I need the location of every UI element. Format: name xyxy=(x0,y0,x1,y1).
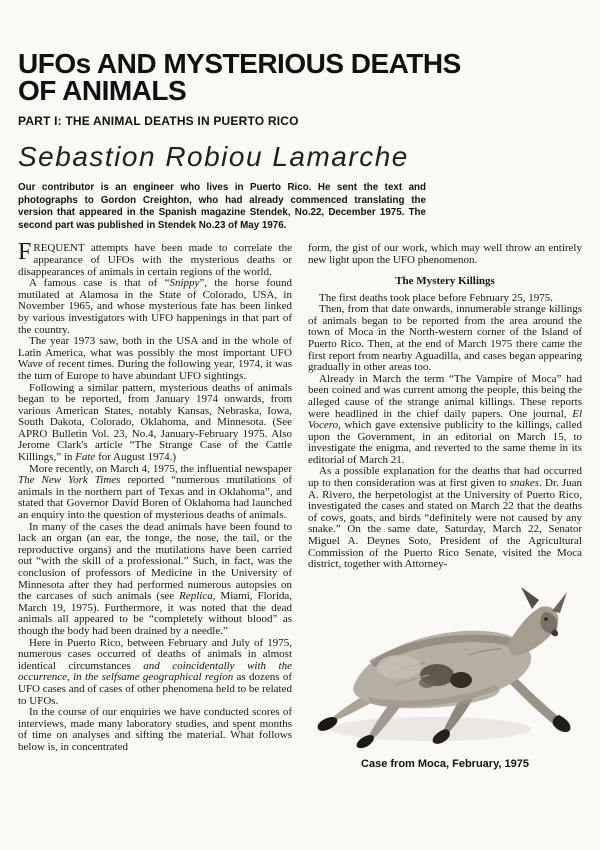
intro-paragraph: Our contributor is an engineer who lives in Puerto Rico. He sent the text and photographs to Gordon Creighton, who had already commenced translating the version that appeared in the Spanish magazine Stendek, No.22, December 1975. The second part was published in Stendek No.23 of May 1976. xyxy=(18,182,426,231)
article-paragraph: As a possible explanation for the deaths that had occurred up to then consideration was at first given to snakes. Dr. Juan A. Rivero, the herpetologist at the University of Puerto Rico, investigated the cases and stated on March 22 that the deaths of cows, goats, and birds “definitely were not caused by any snake.” On the same date, Saturday, March 22, Senator Miguel A. Deynes Soto, President of the Agricultural Commission of the Puerto Rico Senate, visited the Moca district, together with Attorney- xyxy=(308,465,582,571)
article-paragraph: Then, from that date onwards, innumerable strange killings of animals began to be reported from the area around the town of Moca in the North-western corner of the Island of Puerto Rico. Then, at the end of March 1975 there came the first report from nearby Aguadilla, and cases began appearing gradually in other areas too. xyxy=(308,303,582,374)
photo-caption: Case from Moca, February, 1975 xyxy=(361,757,529,770)
article-paragraph: Here in Puerto Rico, between February and July of 1975, numerous cases occurred of deaths of animals in almost identical circumstances and coincidentally with the occurrence, in the selfsame geographical region as dozens of UFO cases and of cases of other phenomena held to be related to UFOs. xyxy=(18,636,292,707)
article-paragraph: More recently, on March 4, 1975, the influential newspaper The New York Times reported “numerous mutilations of animals in the northern part of Texas and in Oklahoma”, and stated that Governor David Boren of Oklahoma had launched an enquiry into the question of mysterious deaths of animals. xyxy=(18,462,292,522)
article-paragraph: form, the gist of our work, which may well throw an entirely new light upon the UFO phenomenon. xyxy=(308,242,582,266)
paragraph-text: REQUENT attempts have been made to correlate the appearance of UFOs with the mysterious deaths or disappearances of animals in certain regions of the world. xyxy=(18,242,292,278)
author-byline: Sebastion Robiou Lamarche xyxy=(18,141,409,172)
article-title-line2: OF ANIMALS xyxy=(18,75,187,106)
article-subtitle: PART I: THE ANIMAL DEATHS IN PUERTO RICO xyxy=(18,114,299,128)
article-paragraph: The first deaths took place before February 25, 1975. xyxy=(319,291,553,304)
left-column xyxy=(18,239,293,769)
article-paragraph: The year 1973 saw, both in the USA and in the whole of Latin America, what was possibly the most important UFO Wave of recent times. During the following year, 1974, it was the turn of Europe to have abundant UFO sightings. xyxy=(18,335,292,382)
article-paragraph: In the course of our enquiries we have conducted scores of interviews, made many laboratory studies, and spent months of time on analyses and sifting the material. What follows below is, in concentrated xyxy=(18,706,292,753)
article-paragraph: Following a similar pattern, mysterious deaths of animals began to be reported, from January 1974 onwards, from various American States, notably Kansas, Nebraska, Iowa, South Dakota, Colorado, Oklahoma, and Minnesota. (See APRO Bulletin Vol. 23, No.4, January-February 1975. Also Jerome Clark's article “The Strange Case of the Cattle Killings,” in Fate for August 1974.) xyxy=(18,381,292,464)
section-heading: The Mystery Killings xyxy=(395,274,495,287)
article-body xyxy=(18,239,582,770)
goat-photo-illustration xyxy=(309,583,581,751)
right-column xyxy=(308,243,582,769)
article-paragraph: In many of the cases the dead animals have been found to lack an organ (an ear, the tonge, the nose, the tail, or the reproductive organs) and the mutilations have been carried out “with the skill of a professional.” Such, in fact, was the conclusion of professors of Medicine in the University of Minnesota after they had performed numerous autopsies on the carcases of such animals (see Replica, Miami, Florida, March 19, 1975). Furthermore, it was noted that the dead animals all appeared to be “completely without blood” as though the body had been drained by a needle.” xyxy=(18,520,293,637)
article-paragraph: A famous case is that of “Snippy”, the horse found mutilated at Alamosa in the State of Colorado, USA, in November 1965, and whose mysterious fate has been linked by various investigators with UFO happenings in that part of the country. xyxy=(18,277,292,336)
article-paragraph: Already in March the term “The Vampire of Moca” had been coined and was current among the people, this being the alleged cause of the strange animal killings. These reports were headlined in the chief daily papers. One journal, El Vocero, which gave extensive publicity to the killings, called upon the Government, in an editorial on March 15, to investigate the enigma, and reverted to the same theme in its editorial of March 21. xyxy=(308,372,582,466)
article-paragraph xyxy=(18,239,292,278)
photo-dead-goat xyxy=(308,583,582,770)
dropcap-letter: F xyxy=(18,239,32,266)
article-title-line1: UFOs AND MYSTERIOUS DEATHS xyxy=(18,48,461,79)
article-title xyxy=(18,50,582,104)
